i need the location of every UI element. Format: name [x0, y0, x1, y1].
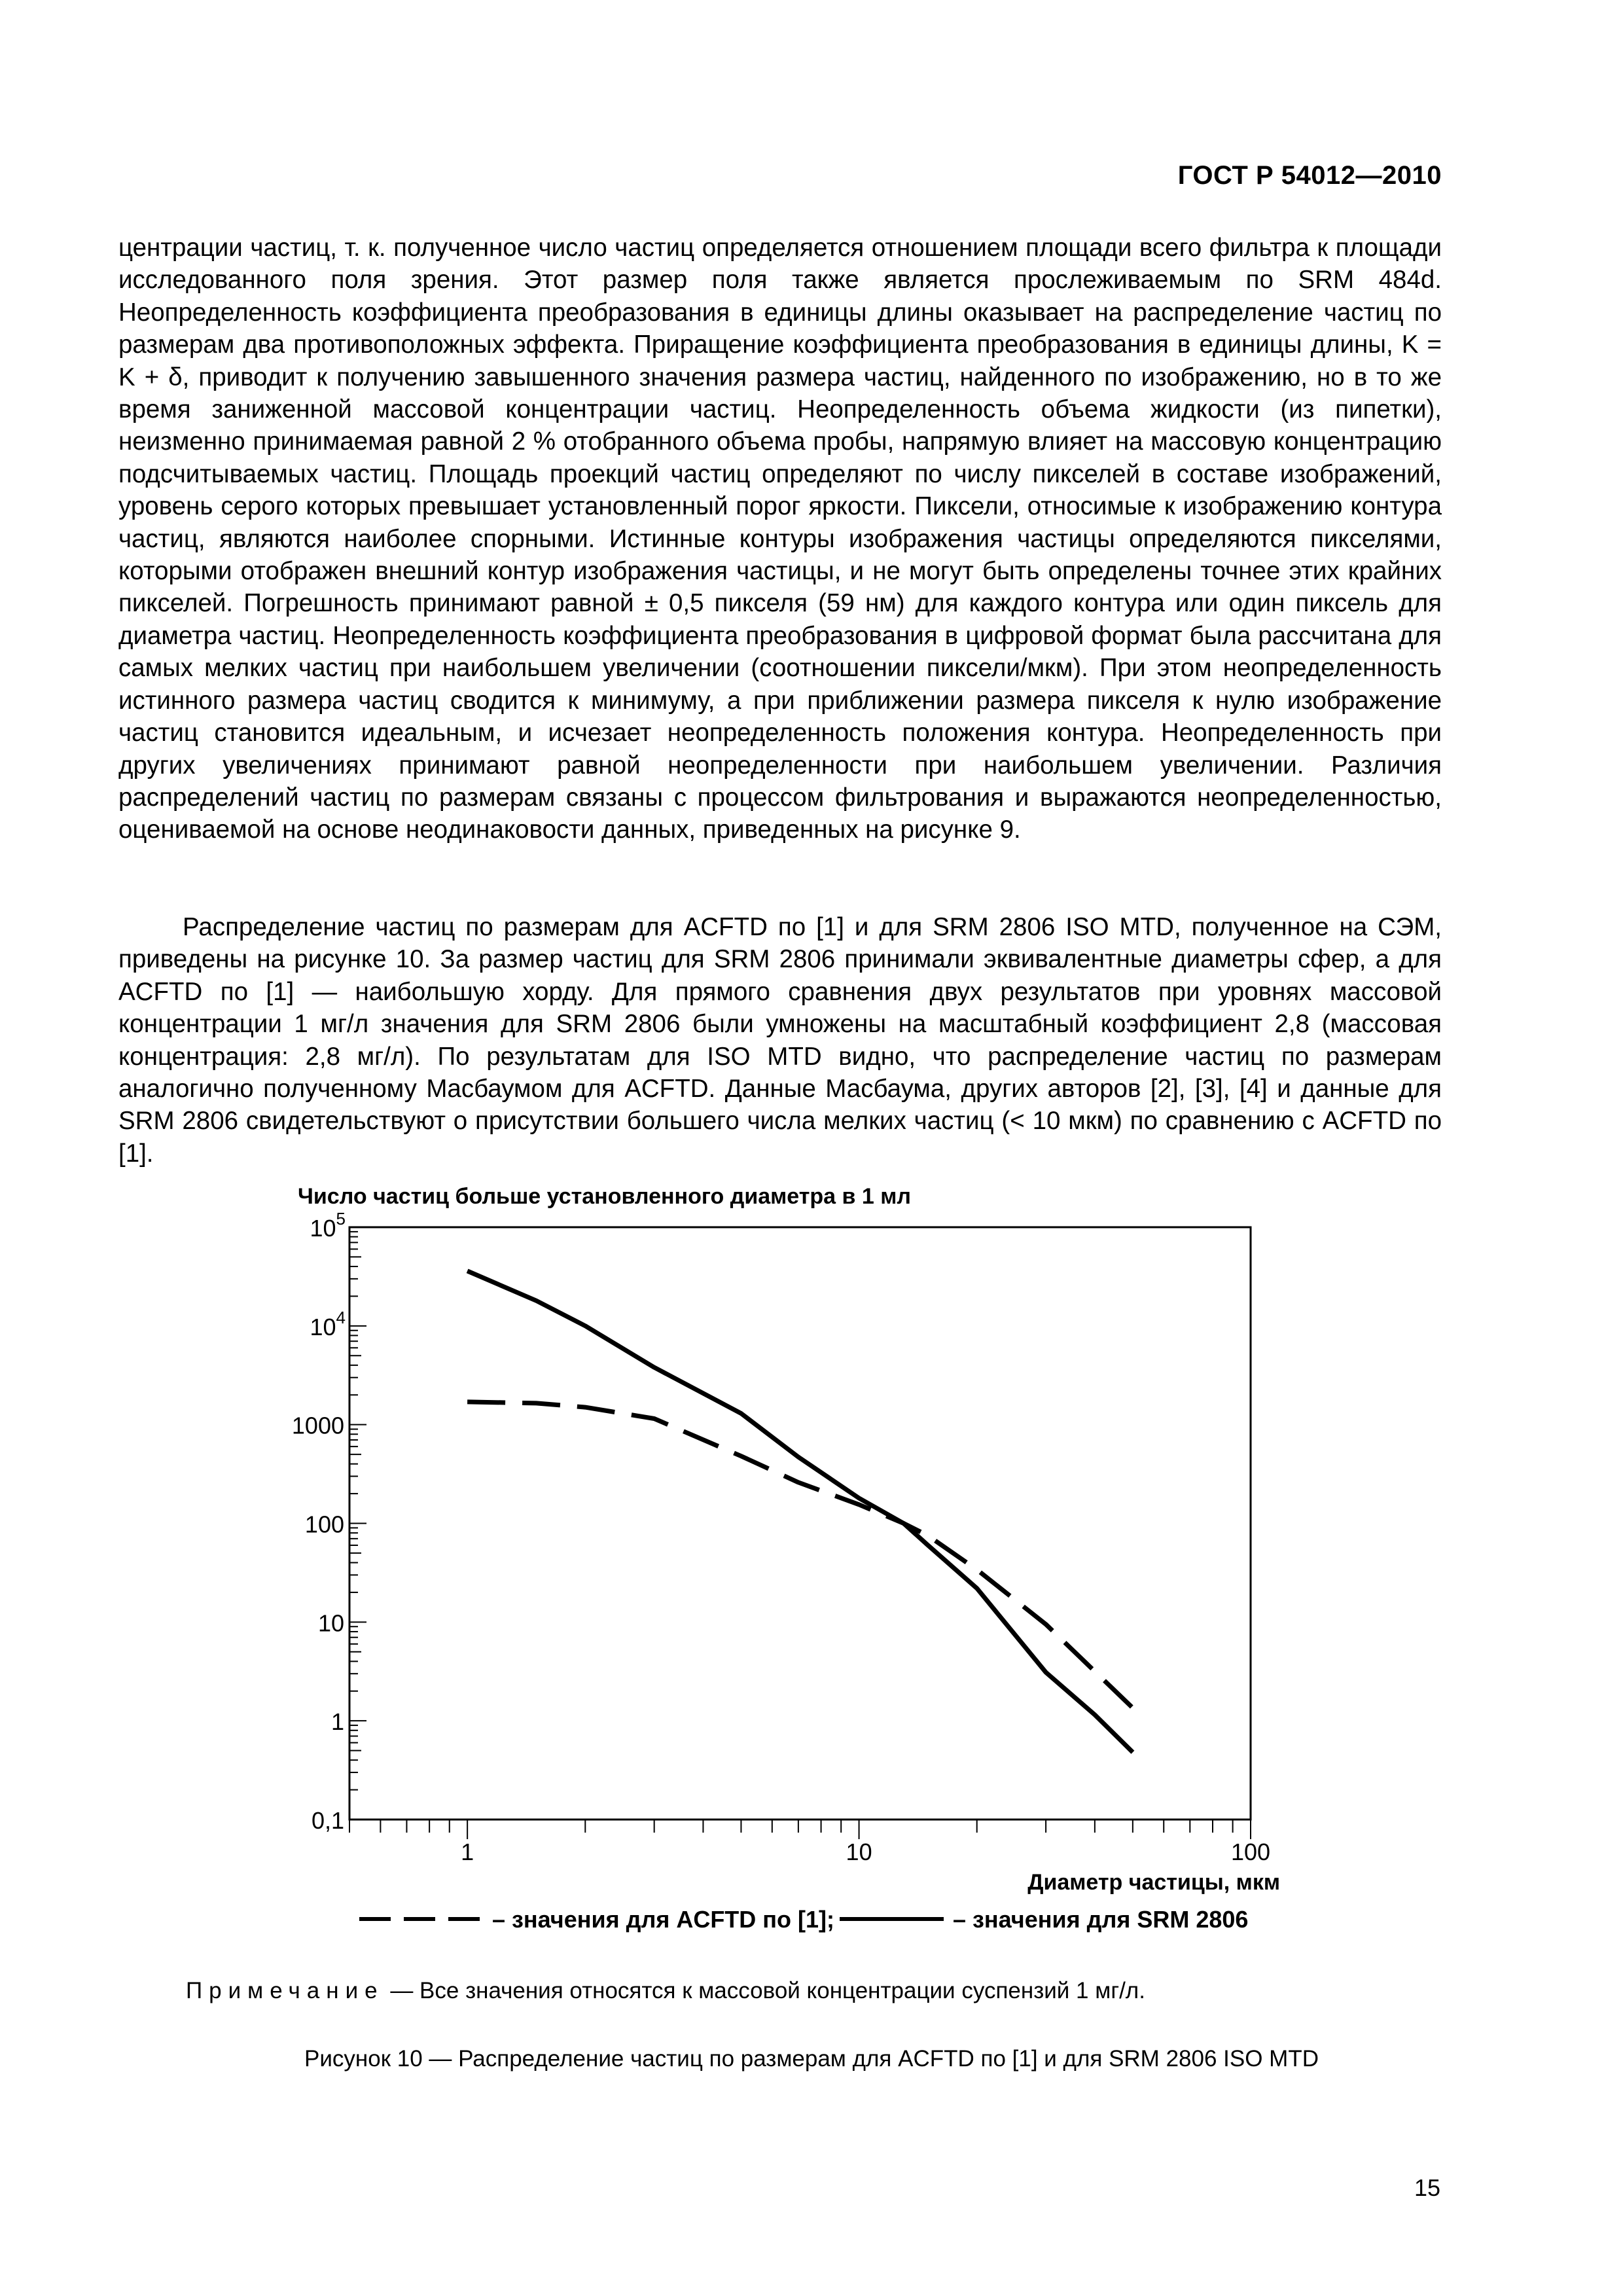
figure-caption: Рисунок 10 — Распределение частиц по размерам для ACFTD по [1] и для SRM 2806 ISO MTD — [304, 2046, 1319, 2072]
y-tick-label-base: 10 — [310, 1313, 336, 1340]
note-text: — Все значения относятся к массовой концентрации суспензий 1 мг/л. — [383, 1978, 1145, 2003]
plot-frame — [349, 1227, 1251, 1820]
y-tick-label: 1000 — [291, 1412, 344, 1439]
legend-label-acftd: – значения для ACFTD по [1]; — [492, 1906, 835, 1933]
y-tick-label-exponent: 5 — [336, 1209, 346, 1229]
y-axis-title: Число частиц больше установленного диаметра в 1 мл — [298, 1184, 911, 1209]
y-tick-label — [310, 1308, 346, 1340]
y-tick-label: 1 — [330, 1708, 344, 1736]
y-tick-label: 100 — [304, 1511, 344, 1538]
page-number: 15 — [1414, 2174, 1440, 2201]
y-tick-label-exponent: 4 — [336, 1307, 346, 1327]
legend-label-srm: – значения для SRM 2806 — [953, 1906, 1249, 1933]
x-tick-label: 1 — [461, 1839, 474, 1865]
y-tick-label-base: 10 — [310, 1215, 336, 1242]
x-axis-title: Диаметр частицы, мкм — [1027, 1870, 1280, 1895]
series-line-2 — [467, 1271, 1133, 1752]
y-tick-label — [310, 1209, 346, 1242]
body-paragraph-1: центрации частиц, т. к. полученное число частиц определяется отношением площади всего фильтра к площади исследованного поля зрения. Этот размер поля также является прослеживаемым по SRM 484d. Неопределенность коэффициента преобразования в единицы длины оказывает на распределение частиц по размерам два противоположных эффекта. Приращение коэффициента преобразования в единицы длины, K = K + δ, приводит к получению завышенного значения размера частиц, найденного по изображению, но в то же время заниженной массовой концентрации частиц. Неопределенность объема жидкости (из пипетки), неизменно принимаемая равной 2 % отобранного объема пробы, напрямую влияет на массовую концентрацию подсчитываемых частиц. Площадь проекций частиц определяют по числу пикселей в составе изображений, уровень серого которых превышает установленный порог яркости. Пиксели, относимые к изображению контура частиц, являются наиболее спорными. Истинные контуры изображения частицы определяются пикселями, которыми отображен внешний контур изображения частицы, и не могут быть определены точнее этих крайних пикселей. Погрешность принимают равной ± 0,5 пикселя (59 нм) для каждого контура или один пиксель для диаметра частиц. Неопределенность коэффициента преобразования в цифровой формат была рассчитана для самых мелких частиц при наибольшем увеличении (соотношении пиксели/мкм). При этом неопределенность истинного размера частиц сводится к минимуму, а при приближении размера пикселя к нулю изображение частиц становится идеальным, и исчезает неопределенность положения контура. Неопределенность при других увеличениях принимают равной неопределенности при наибольшем увеличении. Различия распределений частиц по размерам связаны с процессом фильтрования и выражаются неопределенностью, оцениваемой на основе неодинаковости данных, приведенных на рисунке 9. — [118, 234, 1442, 844]
body-paragraph-2-text: Распределение частиц по размерам для ACFTD по [1] и для SRM 2806 ISO MTD, полученное на СЭМ, приведены на рисунке 10. За размер частиц для SRM 2806 принимали эквивалентные диаметры сфер, а для ACFTD по [1] — наибольшую хорду. Для прямого сравнения двух результатов при уровнях массовой концентрации 1 мг/л значения для SRM 2806 были умножены на масштабный коэффициент 2,8 (массовая концентрация: 2,8 мг/л). По результатам для ISO MTD видно, что распределение частиц по размерам аналогично полученному Мaсбаумом для ACFTD. Данные Масбаума, других авторов [2], [3], [4] и данные для SRM 2806 свидетельствуют о присутствии большего числа мелких частиц (< 10 мкм) по сравнению с ACFTD по [1]. — [118, 913, 1442, 1168]
series-line-1 — [467, 1402, 1133, 1708]
standard-number: ГОСТ Р 54012—2010 — [1177, 161, 1442, 190]
y-tick-label: 0,1 — [311, 1807, 344, 1834]
x-tick-label: 100 — [1230, 1839, 1271, 1865]
x-tick-label: 10 — [846, 1839, 872, 1865]
figure-note — [186, 1978, 1145, 2004]
note-label: Примечание — [186, 1978, 384, 2003]
y-tick-label: 10 — [317, 1609, 344, 1637]
